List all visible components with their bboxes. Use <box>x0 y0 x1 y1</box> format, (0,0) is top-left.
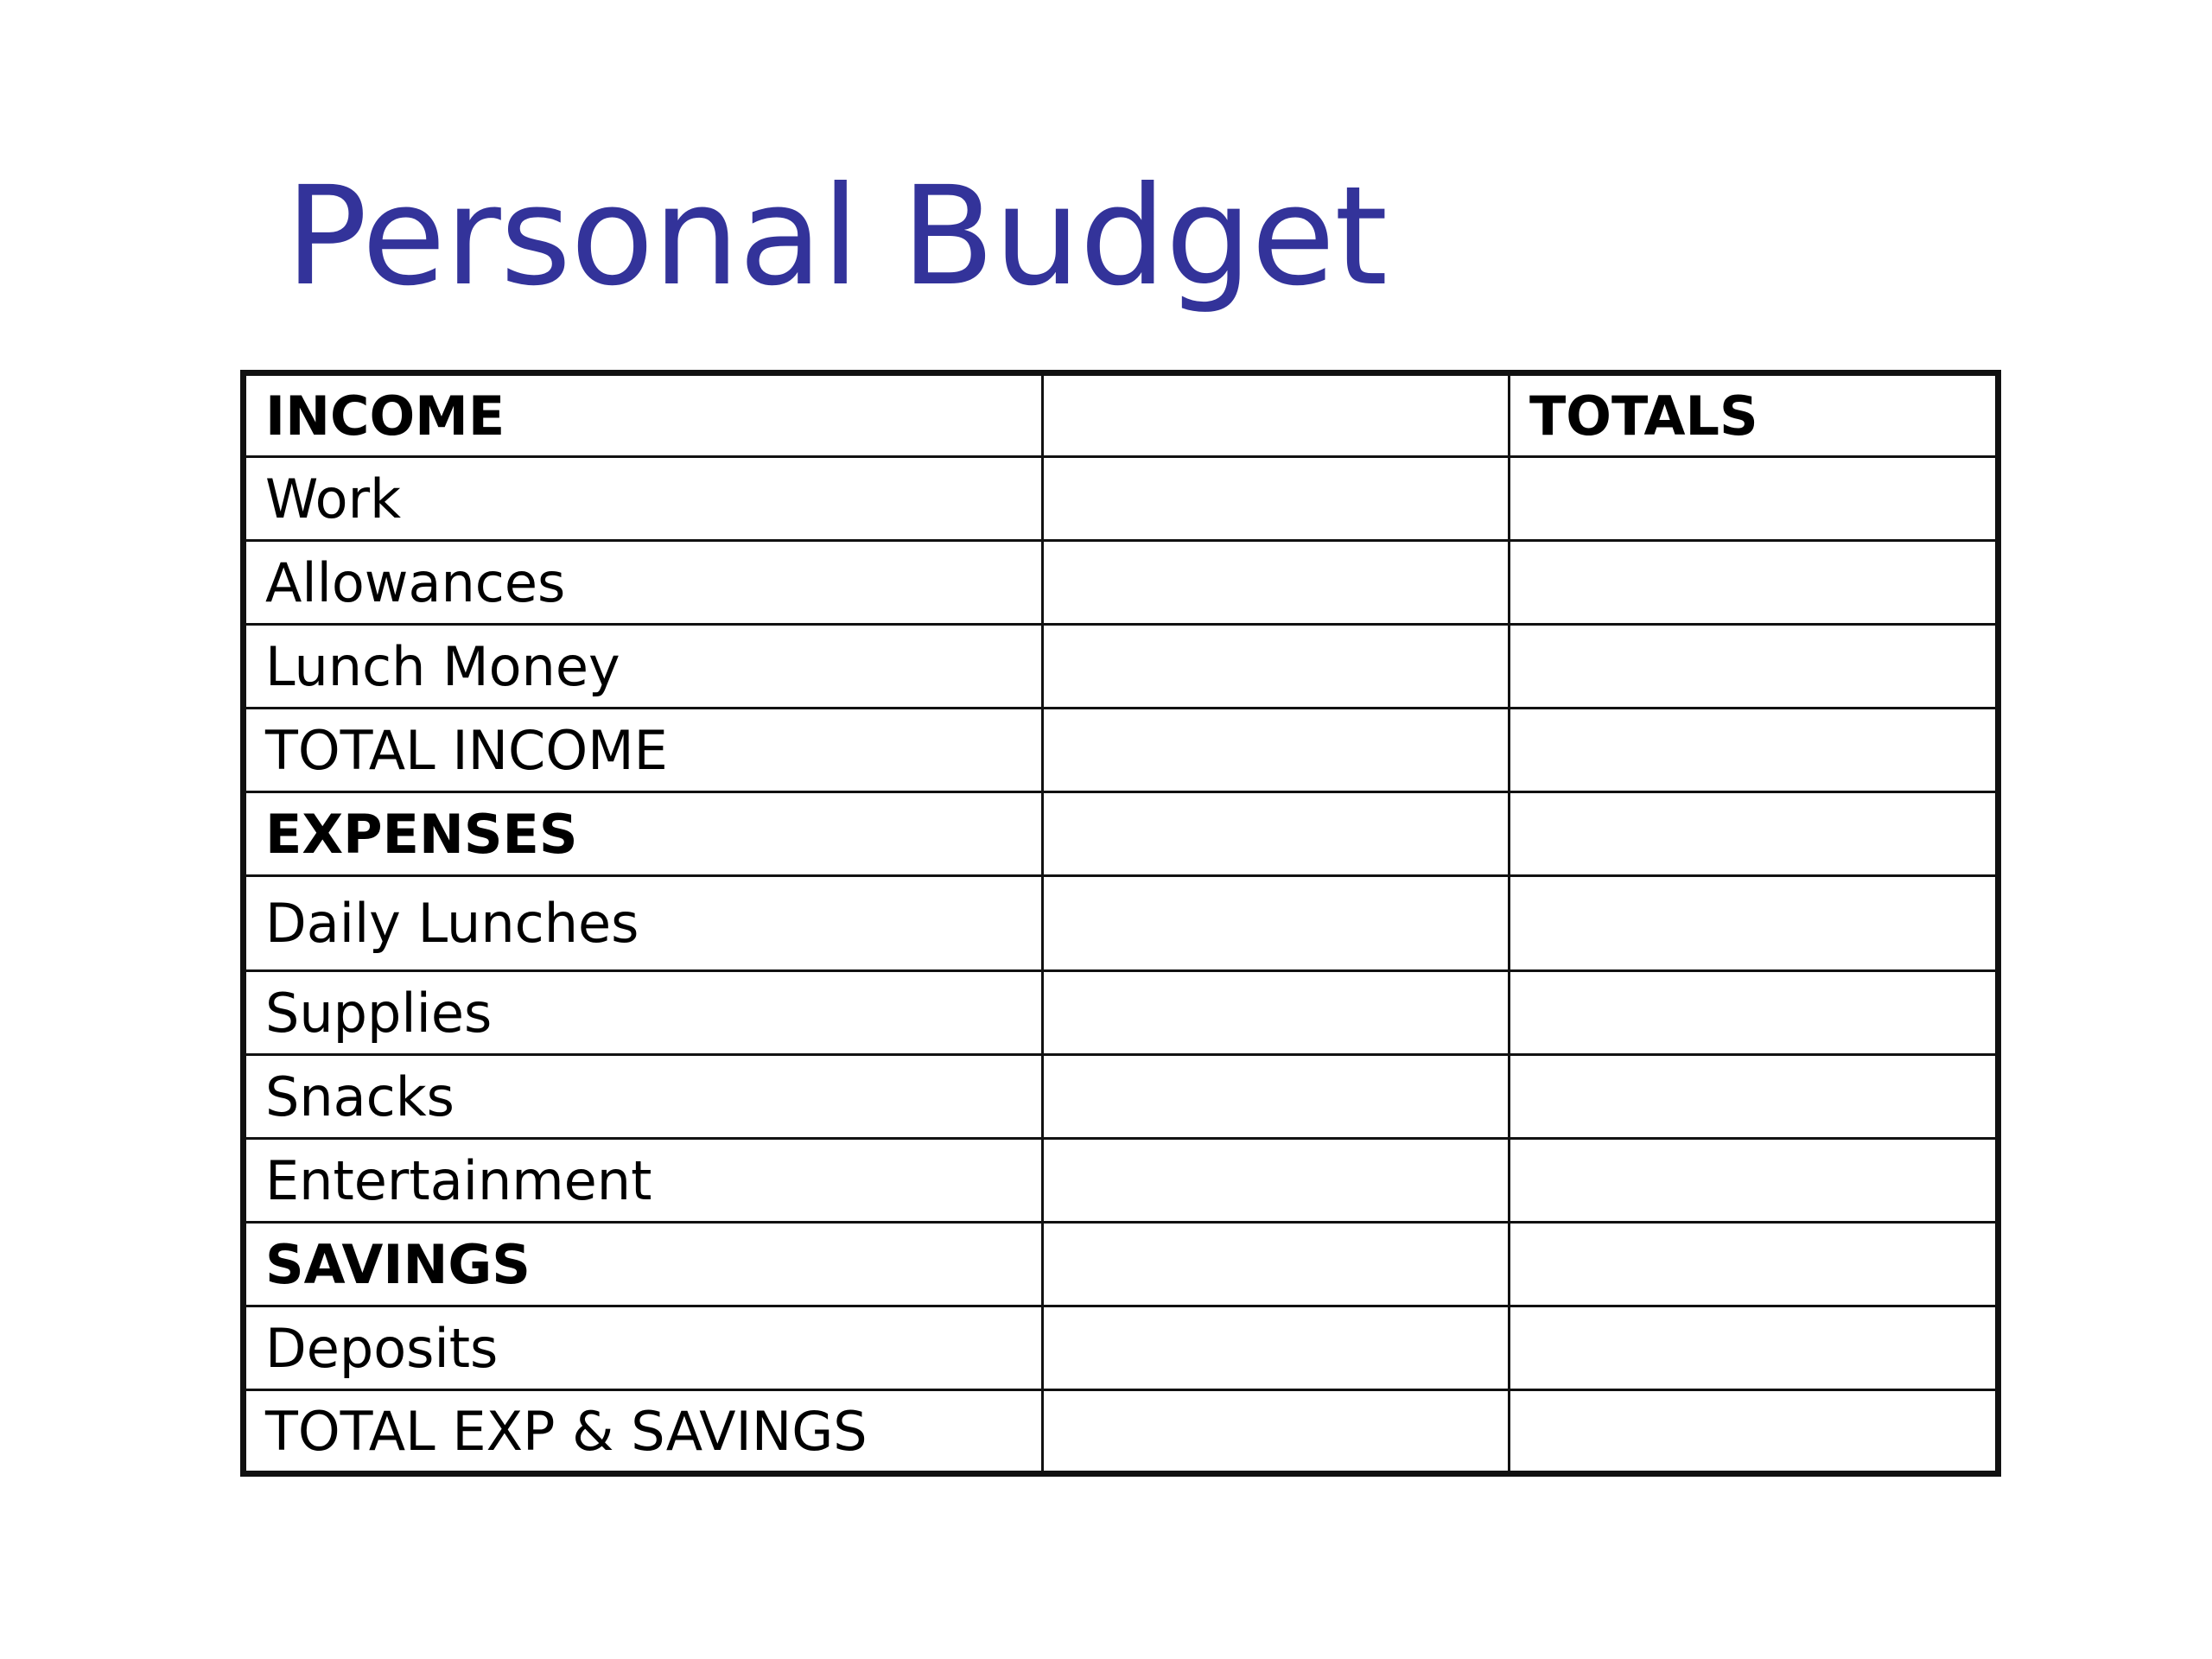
budget-table <box>240 370 2001 1477</box>
row-label: Supplies <box>244 971 1043 1055</box>
table-row-snacks <box>244 1055 1999 1139</box>
total-cell[interactable] <box>1510 625 1999 709</box>
total-cell[interactable] <box>1510 457 1999 541</box>
row-label: Deposits <box>244 1306 1043 1390</box>
amount-cell[interactable] <box>1043 541 1510 625</box>
row-label: TOTAL INCOME <box>244 709 1043 792</box>
row-label: TOTAL EXP & SAVINGS <box>244 1390 1043 1474</box>
section-label: EXPENSES <box>244 792 1043 876</box>
amount-cell[interactable] <box>1043 971 1510 1055</box>
table-row-expenses-header <box>244 792 1999 876</box>
table-row-supplies <box>244 971 1999 1055</box>
amount-cell[interactable] <box>1043 1139 1510 1223</box>
table-row-lunch-money <box>244 625 1999 709</box>
amount-cell[interactable] <box>1043 709 1510 792</box>
total-cell[interactable] <box>1510 876 1999 971</box>
table-row-total-exp-savings <box>244 1390 1999 1474</box>
amount-cell[interactable] <box>1043 1055 1510 1139</box>
total-cell[interactable] <box>1510 792 1999 876</box>
row-label: Lunch Money <box>244 625 1043 709</box>
total-cell[interactable] <box>1510 709 1999 792</box>
amount-cell[interactable] <box>1043 1223 1510 1306</box>
amount-header-cell[interactable] <box>1043 373 1510 457</box>
section-label: SAVINGS <box>244 1223 1043 1306</box>
table-row-work <box>244 457 1999 541</box>
total-cell[interactable] <box>1510 1390 1999 1474</box>
table-row-deposits <box>244 1306 1999 1390</box>
amount-cell[interactable] <box>1043 792 1510 876</box>
table-row-total-income <box>244 709 1999 792</box>
table-row-allowances <box>244 541 1999 625</box>
amount-cell[interactable] <box>1043 457 1510 541</box>
total-cell[interactable] <box>1510 971 1999 1055</box>
row-label: Daily Lunches <box>244 876 1043 971</box>
total-cell[interactable] <box>1510 1055 1999 1139</box>
table-row-daily-lunches <box>244 876 1999 971</box>
total-cell[interactable] <box>1510 541 1999 625</box>
amount-cell[interactable] <box>1043 1306 1510 1390</box>
amount-cell[interactable] <box>1043 876 1510 971</box>
table-row-savings-header <box>244 1223 1999 1306</box>
amount-cell[interactable] <box>1043 1390 1510 1474</box>
row-label: Allowances <box>244 541 1043 625</box>
amount-cell[interactable] <box>1043 625 1510 709</box>
income-header-cell: INCOME <box>244 373 1043 457</box>
row-label: Entertainment <box>244 1139 1043 1223</box>
total-cell[interactable] <box>1510 1223 1999 1306</box>
page-title: Personal Budget <box>285 157 1388 316</box>
table-row-entertainment <box>244 1139 1999 1223</box>
row-label: Snacks <box>244 1055 1043 1139</box>
table-header-row <box>244 373 1999 457</box>
total-cell[interactable] <box>1510 1306 1999 1390</box>
total-cell[interactable] <box>1510 1139 1999 1223</box>
row-label: Work <box>244 457 1043 541</box>
totals-header-cell: TOTALS <box>1510 373 1999 457</box>
